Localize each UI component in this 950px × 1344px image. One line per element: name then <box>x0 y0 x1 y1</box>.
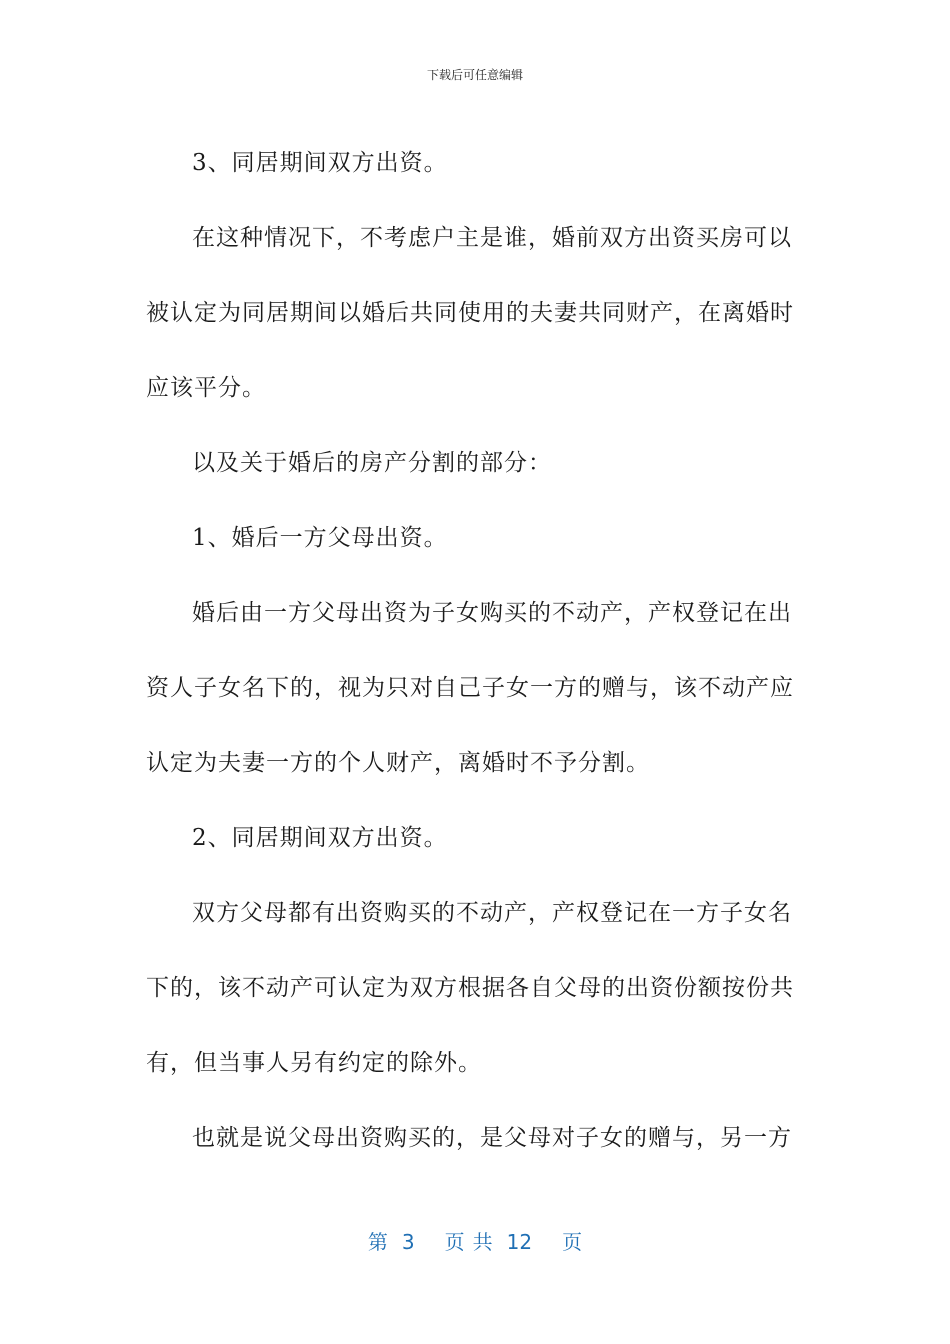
page-footer <box>0 1226 950 1255</box>
paragraph-6: 2、同居期间双方出资。 <box>192 825 448 851</box>
paragraph-3: 以及关于婚后的房产分割的部分： <box>192 450 552 476</box>
footer-total-prefix: 共 <box>472 1230 493 1254</box>
paragraph-7: 双方父母都有出资购买的不动产，产权登记在一方子女名下的，该不动产可认定为双方根据各自父母的出资份额按份共有，但当事人另有约定的除外。 <box>146 900 794 1076</box>
document-body <box>146 126 796 1176</box>
footer-total-pages: 12 <box>506 1230 533 1254</box>
page-header: 下载后可任意编辑 <box>426 68 523 82</box>
paragraph-2: 在这种情况下，不考虑户主是谁，婚前双方出资买房可以被认定为同居期间以婚后共同使用的夫妻共同财产，在离婚时应该平分。 <box>146 225 794 401</box>
paragraph-4: 1、婚后一方父母出资。 <box>192 525 448 551</box>
paragraph-8: 也就是说父母出资购买的，是父母对子女的赠与，另一方 <box>192 1125 792 1151</box>
paragraph-5: 婚后由一方父母出资为子女购买的不动产，产权登记在出资人子女名下的，视为只对自己子女一方的赠与，该不动产应认定为夫妻一方的个人财产，离婚时不予分割。 <box>146 600 794 776</box>
footer-middle: 页 <box>444 1230 465 1254</box>
paragraph-1: 3、同居期间双方出资。 <box>192 150 448 176</box>
footer-suffix: 页 <box>562 1230 583 1254</box>
footer-prefix: 第 <box>367 1230 388 1254</box>
footer-page-number: 3 <box>401 1230 415 1254</box>
